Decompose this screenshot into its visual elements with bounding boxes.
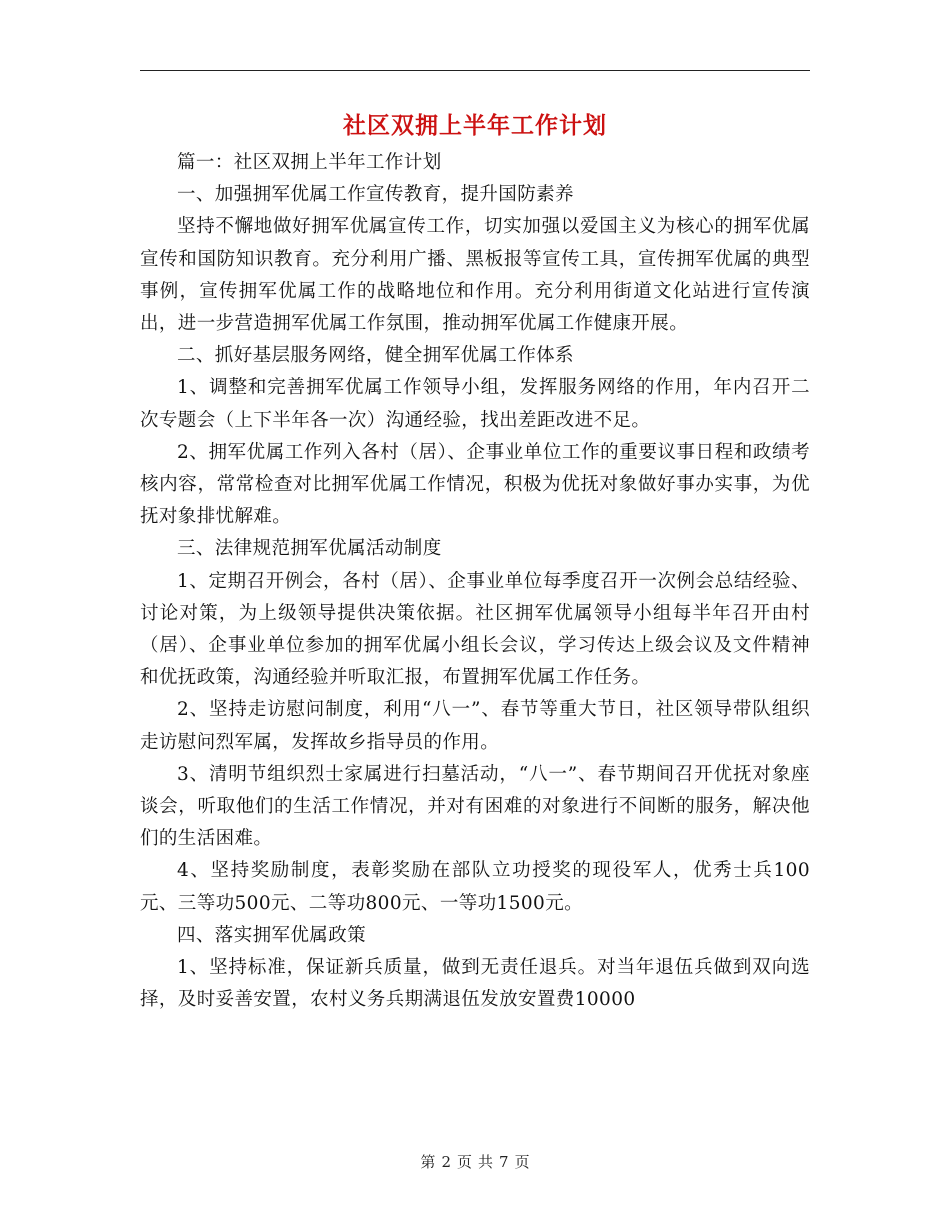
footer-total-prefix: 共 — [478, 1153, 494, 1171]
total-pages: 7 — [499, 1153, 509, 1171]
header-rule — [140, 70, 810, 71]
footer-page-unit: 页 — [456, 1153, 472, 1171]
paragraph: 坚持不懈地做好拥军优属宣传工作，切实加强以爱国主义为核心的拥军优属宣传和国防知识教育。充分利用广播、黑板报等宣传工具，宣传拥军优属的典型事例，宣传拥军优属工作的战略地位和作用。充分利用街道文化站进行宣传演出，进一步营造拥军优属工作氛围，推动拥军优属工作健康开展。 — [140, 216, 810, 335]
footer-prefix: 第 — [420, 1153, 436, 1171]
page-number: 2 — [441, 1153, 451, 1171]
document-body — [140, 147, 810, 1016]
footer-total-unit: 页 — [514, 1153, 530, 1171]
paragraph: 1、调整和完善拥军优属工作领导小组，发挥服务网络的作用，年内召开二次专题会（上下半年各一次）沟通经验，找出差距改进不足。 — [140, 377, 810, 431]
document-title: 社区双拥上半年工作计划 — [343, 112, 607, 139]
page-footer — [0, 1150, 950, 1174]
section-heading: 三、法律规范拥军优属活动制度 — [177, 538, 442, 560]
paragraph: 1、定期召开例会，各村（居）、企事业单位每季度召开一次例会总结经验、讨论对策，为上级领导提供决策依据。社区拥军优属领导小组每半年召开由村（居）、企事业单位参加的拥军优属小组长会议，学习传达上级会议及文件精神和优抚政策，沟通经验并听取汇报，布置拥军优属工作任务。 — [140, 570, 810, 689]
section-heading: 一、加强拥军优属工作宣传教育，提升国防素养 — [177, 184, 574, 206]
paragraph: 2、拥军优属工作列入各村（居）、企事业单位工作的重要议事日程和政绩考核内容，常常检查对比拥军优属工作情况，积极为优抚对象做好事办实事，为优抚对象排忧解难。 — [140, 441, 810, 528]
paragraph: 1、坚持标准，保证新兵质量，做到无责任退兵。对当年退伍兵做到双向选择，及时妥善安置，农村义务兵期满退伍发放安置费10000 — [140, 957, 810, 1011]
section-heading: 二、抓好基层服务网络，健全拥军优属工作体系 — [177, 345, 574, 367]
paragraph: 4、坚持奖励制度，表彰奖励在部队立功授奖的现役军人，优秀士兵100元、三等功500元、二等功800元、一等功1500元。 — [140, 860, 810, 914]
paragraph: 篇一：社区双拥上半年工作计划 — [177, 152, 442, 173]
paragraph: 3、清明节组织烈士家属进行扫墓活动，“八一”、春节期间召开优抚对象座谈会，听取他们的生活工作情况，并对有困难的对象进行不间断的服务，解决他们的生活困难。 — [140, 763, 810, 850]
section-heading: 四、落实拥军优属政策 — [177, 924, 367, 946]
paragraph: 2、坚持走访慰问制度，利用“八一”、春节等重大节日，社区领导带队组织走访慰问烈军属，发挥故乡指导员的作用。 — [140, 699, 810, 753]
